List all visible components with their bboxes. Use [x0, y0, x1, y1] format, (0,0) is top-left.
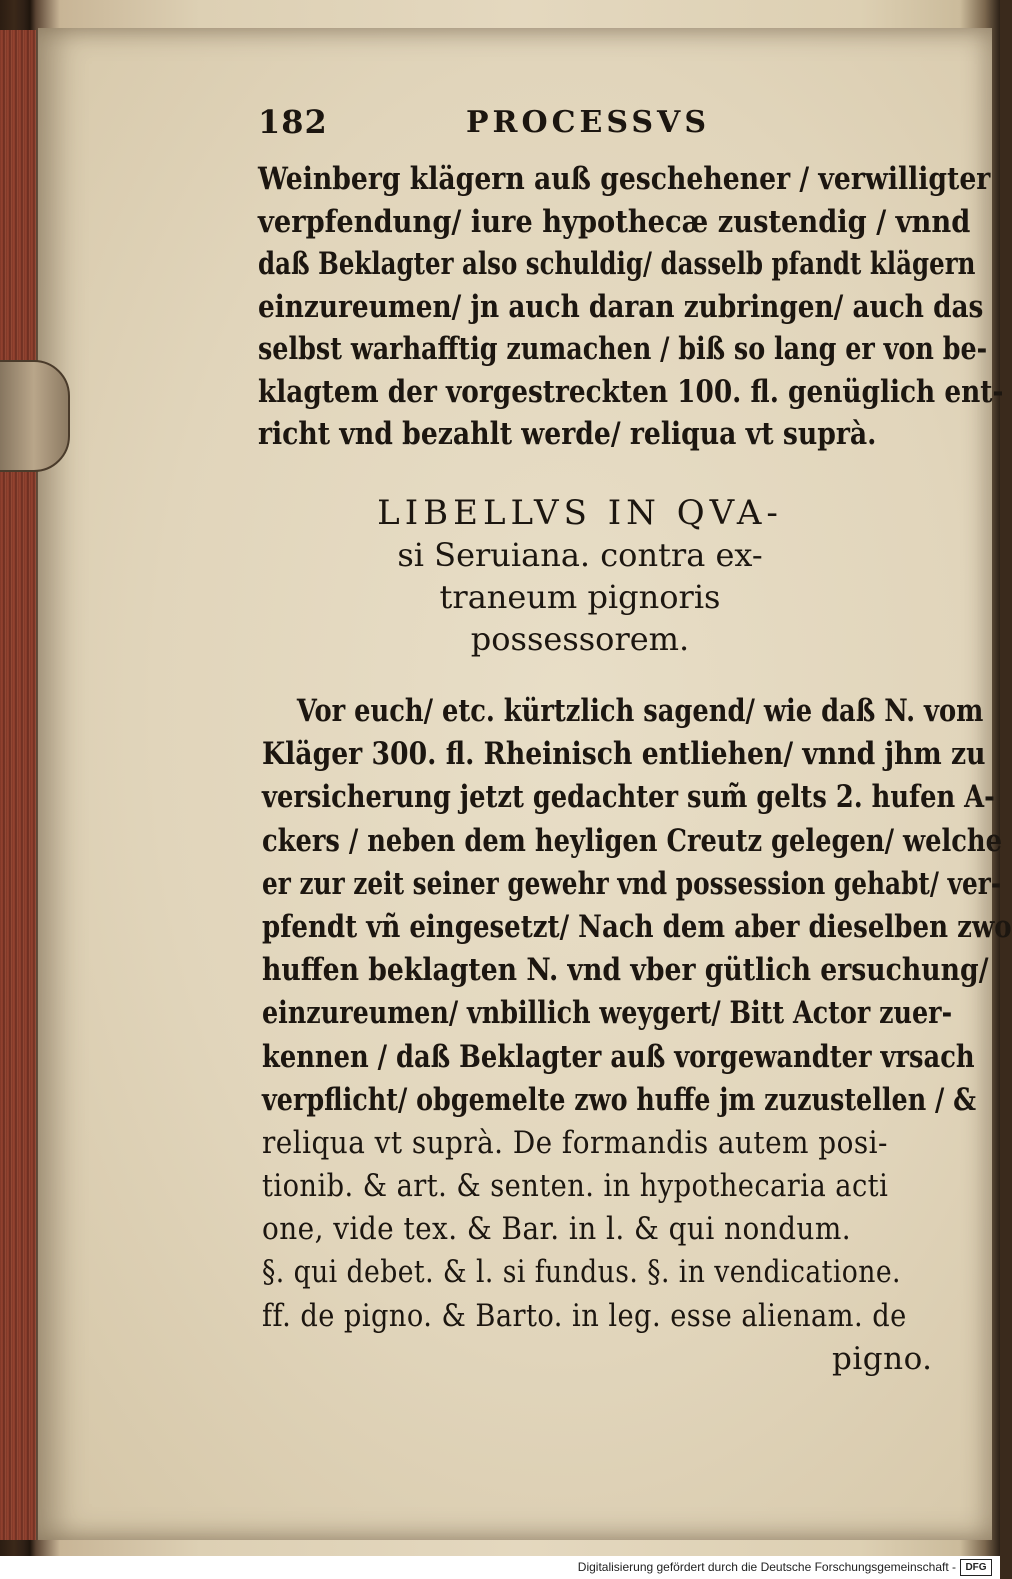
- page-number: 182: [258, 103, 328, 141]
- running-title: PROCESSVS: [466, 105, 710, 140]
- text-line: reliqua vt suprà. De formandis autem posi-: [262, 1124, 888, 1161]
- text-line: huffen beklagten N. vnd vber gütlich ersuchung/: [262, 952, 989, 989]
- paragraph-continuation: [258, 158, 1004, 456]
- text-line: richt vnd bezahlt werde/ reliqua vt suprà.: [258, 416, 877, 452]
- text-line: Kläger 300. fl. Rheinisch entliehen/ vnnd jhm zu: [262, 736, 986, 773]
- text-line: klagtem der vorgestreckten 100. fl. genüglich ent-: [258, 373, 1004, 410]
- text-line: Vor euch/ etc. kürtzlich sagend/ wie daß N. vom: [296, 693, 984, 729]
- text-line: ff. de pigno. & Barto. in leg. esse alienam. de: [262, 1297, 907, 1334]
- text-line: einzureumen/ jn auch daran zubringen/ auch das: [258, 288, 984, 325]
- heading-line: LIBELLVS IN QVA-: [377, 493, 783, 533]
- text-line: daß Beklagter also schuldig/ dasselb pfandt klägern: [258, 246, 976, 282]
- heading-line: possessorem.: [470, 620, 690, 658]
- paragraph-libellus: [262, 690, 1012, 1381]
- text-line: versicherung jetzt gedachter sum̃ gelts 2. hufen A-: [262, 779, 995, 816]
- text-line: verpfendung/ iure hypothecæ zustendig / vnnd: [258, 203, 971, 240]
- section-heading: [300, 492, 860, 660]
- dfg-credit: Digitalisierung gefördert durch die Deutsche Forschungsgemeinschaft -: [577, 1560, 956, 1574]
- page-edges: [0, 30, 36, 1540]
- text-line: Weinberg klägern auß geschehener / verwilligter: [258, 161, 991, 197]
- dfg-logo-icon: DFG: [960, 1559, 992, 1576]
- text-line: verpflicht/ obgemelte zwo huffe jm zuzustellen / &: [262, 1081, 977, 1118]
- running-head: [258, 103, 710, 149]
- text-line: selbst warhafftig zumachen / biß so lang er von be-: [258, 331, 988, 367]
- text-line: one, vide tex. & Bar. in l. & qui nondum.: [262, 1211, 852, 1248]
- text-line: kennen / daß Beklagter auß vorgewandter vrsach: [262, 1038, 975, 1075]
- heading-line: si Seruiana. contra ex-: [397, 536, 763, 574]
- text-line: §. qui debet. & l. si fundus. §. in vendicatione.: [262, 1254, 901, 1291]
- text-line: ckers / neben dem heyligen Creutz gelegen/ welche: [262, 822, 1003, 859]
- book-clasp: [0, 360, 70, 472]
- text-line: tionib. & art. & senten. in hypothecaria acti: [262, 1168, 889, 1205]
- text-line: pigno.: [832, 1340, 933, 1377]
- digitization-footer: [0, 1556, 1000, 1579]
- heading-line: traneum pignoris: [439, 578, 721, 616]
- text-line: er zur zeit seiner gewehr vnd possession gehabt/ ver-: [262, 865, 1002, 902]
- text-line: pfendt vñ eingesetzt/ Nach dem aber dieselben zwo: [262, 908, 1012, 945]
- text-line: einzureumen/ vnbillich weygert/ Bitt Actor zuer-: [262, 995, 953, 1032]
